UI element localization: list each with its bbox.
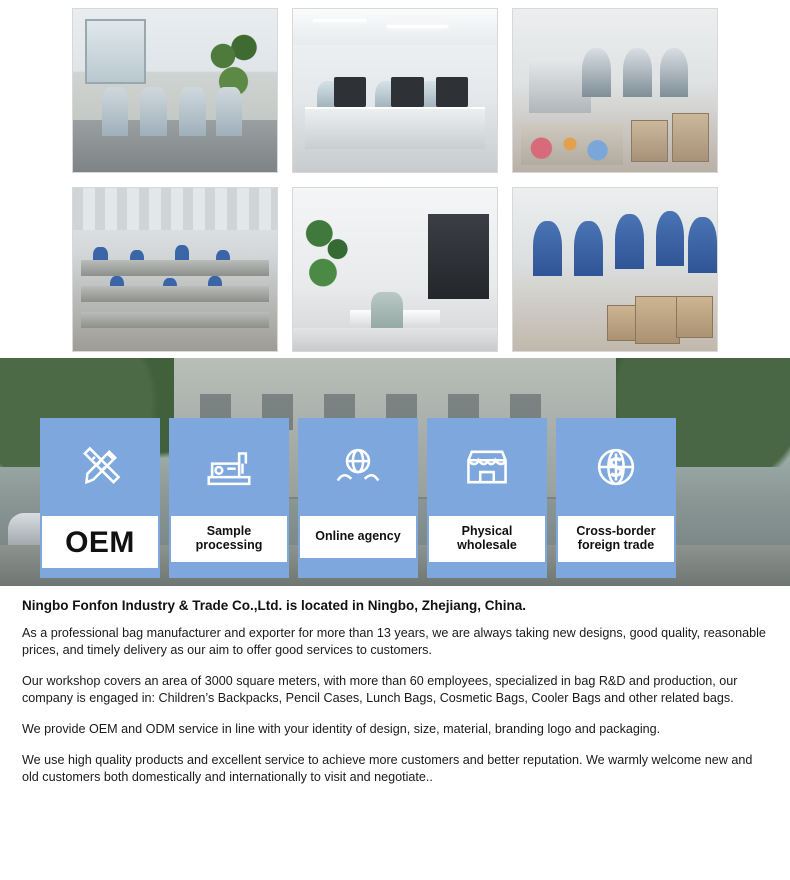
sewing-machine-icon: [201, 418, 257, 516]
service-card-physical-wholesale[interactable]: [427, 418, 547, 578]
service-card-cross-border-trade[interactable]: [556, 418, 676, 578]
globe-dollar-icon: [589, 418, 643, 516]
pencil-ruler-icon: [73, 418, 127, 516]
photo-design-studio: [292, 8, 498, 173]
gallery-row-1: [72, 8, 718, 173]
company-headline: Ningbo Fonfon Industry & Trade Co.,Ltd. is located in Ningbo, Zhejiang, China.: [22, 598, 526, 613]
storefront-icon: [459, 418, 515, 516]
photo-packing-line: [512, 187, 718, 352]
about-paragraph-1: As a professional bag manufacturer and exporter for more than 13 years, we are always taking new designs, good quality, reasonable prices, and timely delivery as our aim to offer good services to customers.: [22, 626, 766, 657]
globe-in-hands-icon: [330, 418, 386, 516]
service-label: Cross-border foreign trade: [558, 516, 674, 562]
service-card-online-agency[interactable]: [298, 418, 418, 578]
photo-showroom: [292, 187, 498, 352]
photo-production-hall: [72, 187, 278, 352]
photo-sewing-floor: [512, 8, 718, 173]
service-label: Physical wholesale: [429, 516, 545, 562]
service-label: OEM: [42, 516, 158, 568]
company-description: [0, 586, 790, 800]
services-banner: [0, 358, 790, 586]
service-label: Online agency: [300, 516, 416, 558]
service-cards: [40, 418, 676, 578]
about-paragraph-4: We use high quality products and excellent service to achieve more customers and better reputation. We warmly welcome new and old customers both domestically and internationally to visit and negotiate..: [22, 753, 753, 784]
gallery-row-2: [72, 187, 718, 352]
service-card-oem[interactable]: [40, 418, 160, 578]
factory-photo-gallery: [0, 0, 790, 358]
service-label: Sample processing: [171, 516, 287, 562]
about-paragraph-3: We provide OEM and ODM service in line with your identity of design, size, material, branding logo and packaging.: [22, 722, 661, 736]
photo-office-workers: [72, 8, 278, 173]
about-paragraph-2: Our workshop covers an area of 3000 square meters, with more than 60 employees, specialized in bag R&D and production, our company is engaged in: Children’s Backpacks, Pencil Cases, Lunch Bags, Cosmetic Bags, Cooler Bags and other related bags.: [22, 674, 738, 705]
service-card-sample-processing[interactable]: [169, 418, 289, 578]
